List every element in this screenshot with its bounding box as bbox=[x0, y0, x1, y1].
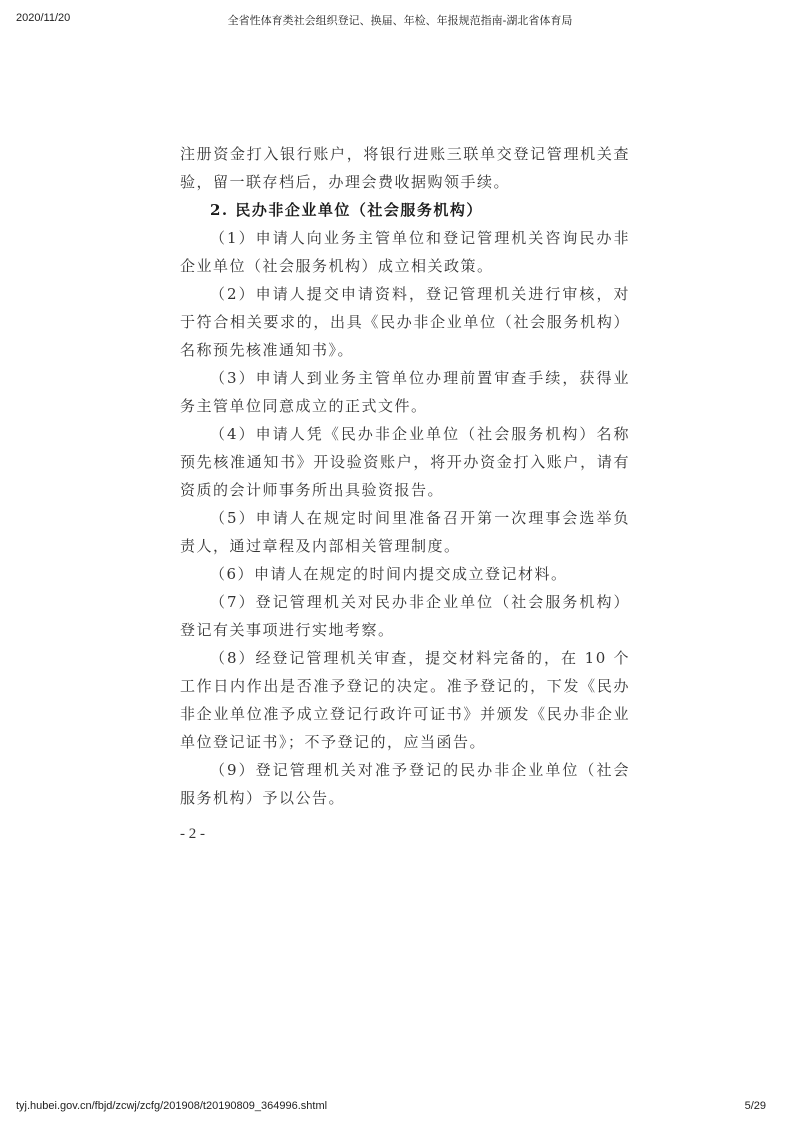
list-item: （4）申请人凭《民办非企业单位（社会服务机构）名称预先核准通知书》开设验资账户，将开办资金打入账户，请有资质的会计师事务所出具验资报告。 bbox=[180, 425, 630, 499]
section-heading: 2. 民办非企业单位（社会服务机构） bbox=[210, 201, 483, 219]
continuation-paragraph: 注册资金打入银行账户，将银行进账三联单交登记管理机关查验，留一联存档后，办理会费收据购领手续。 bbox=[180, 145, 630, 191]
print-date: 2020/11/20 bbox=[16, 12, 71, 24]
list-item: （8）经登记管理机关审查，提交材料完备的，在 10 个工作日内作出是否准予登记的决定。准予登记的，下发《民办非企业单位准予成立登记行政许可证书》并颁发《民办非企业单位登记证书》；不予登记的，应当函告。 bbox=[180, 649, 630, 751]
source-url: tyj.hubei.gov.cn/fbjd/zcwj/zcfg/201908/t20190809_364996.shtml bbox=[16, 1100, 328, 1112]
list-item: （2）申请人提交申请资料，登记管理机关进行审核，对于符合相关要求的，出具《民办非企业单位（社会服务机构）名称预先核准通知书》。 bbox=[180, 285, 630, 359]
print-footer bbox=[0, 1100, 800, 1118]
list-item: （9）登记管理机关对准予登记的民办非企业单位（社会服务机构）予以公告。 bbox=[180, 761, 630, 807]
list-item: （6）申请人在规定的时间内提交成立登记材料。 bbox=[210, 565, 568, 583]
list-item: （1）申请人向业务主管单位和登记管理机关咨询民办非企业单位（社会服务机构）成立相关政策。 bbox=[180, 229, 630, 275]
page-number: - 2 - bbox=[180, 826, 205, 842]
list-item: （5）申请人在规定时间里准备召开第一次理事会选举负责人，通过章程及内部相关管理制度。 bbox=[180, 509, 630, 555]
document-body bbox=[180, 140, 630, 812]
print-header bbox=[0, 12, 800, 32]
print-page-counter: 5/29 bbox=[744, 1100, 766, 1112]
list-item: （7）登记管理机关对民办非企业单位（社会服务机构）登记有关事项进行实地考察。 bbox=[180, 593, 630, 639]
list-item: （3）申请人到业务主管单位办理前置审查手续，获得业务主管单位同意成立的正式文件。 bbox=[180, 369, 630, 415]
print-page-title: 全省性体育类社会组织登记、换届、年检、年报规范指南-湖北省体育局 bbox=[227, 14, 573, 27]
